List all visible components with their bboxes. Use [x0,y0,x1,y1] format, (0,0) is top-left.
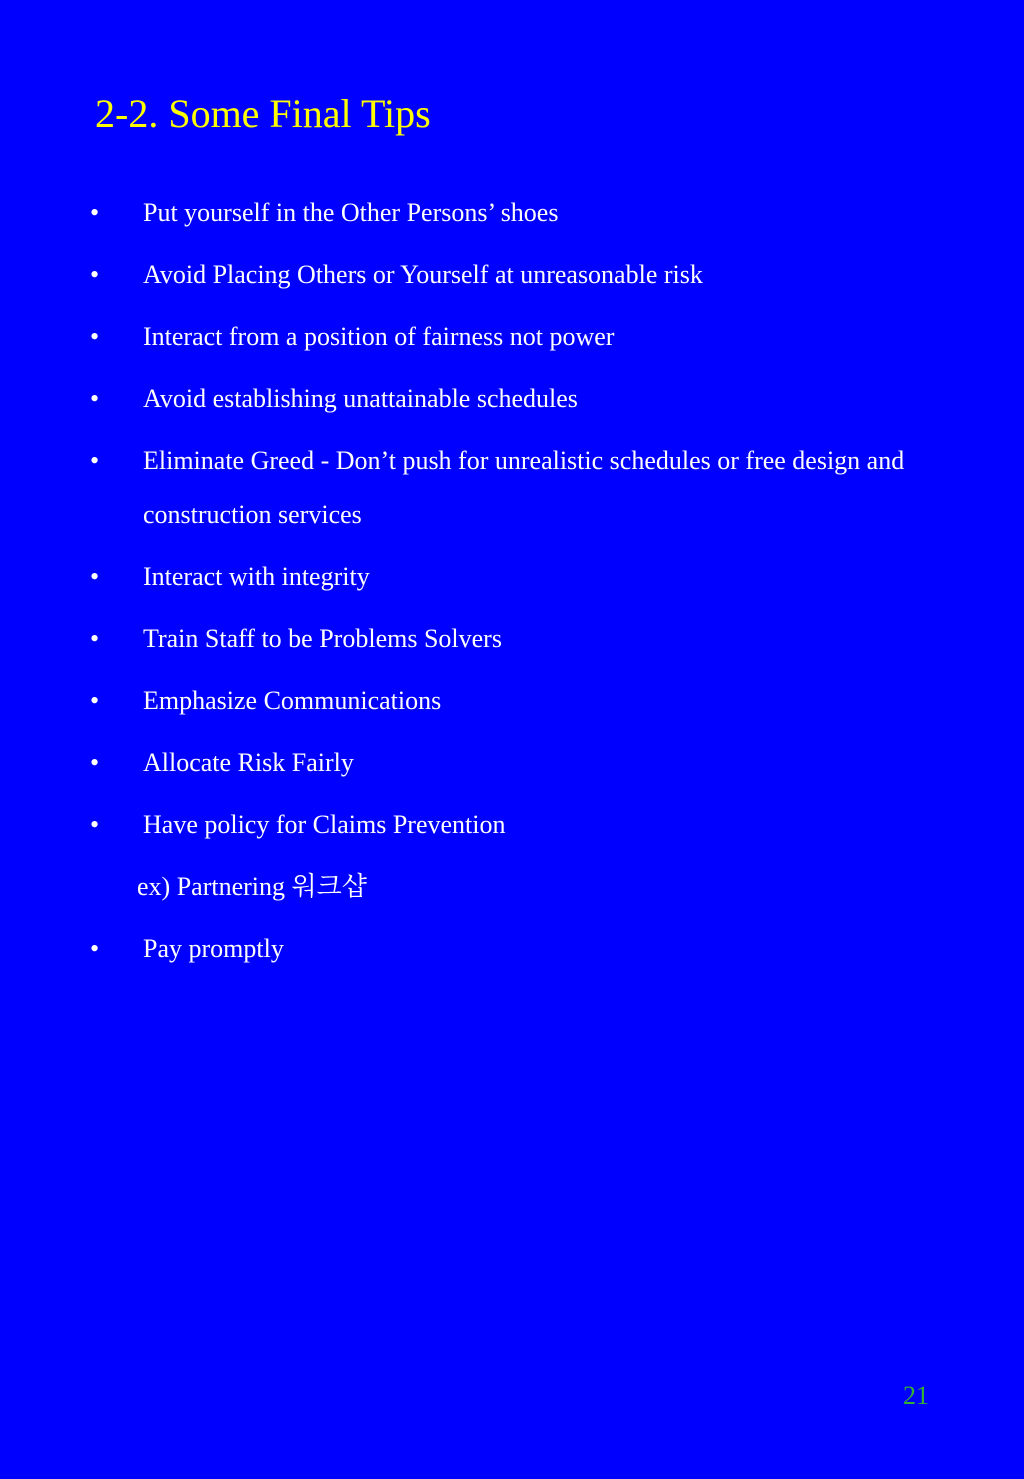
bullet-text: Train Staff to be Problems Solvers [143,624,502,653]
bullet-list [90,186,930,984]
bullet-text: Avoid Placing Others or Yourself at unreasonable risk [143,260,703,289]
bullet-item [90,434,930,542]
page-number: 21 [903,1381,929,1410]
bullet-text: Put yourself in the Other Persons’ shoes [143,198,559,227]
bullet-dot: • [90,934,100,963]
bullet-text: Eliminate Greed - Don’t push for unrealistic schedules or free design and construction services [143,446,905,529]
bullet-text: Interact with integrity [143,562,370,591]
bullet-item [90,674,930,728]
bullet-item [90,922,930,976]
bullet-text: Avoid establishing unattainable schedules [143,384,578,413]
bullet-text: Have policy for Claims Prevention [143,810,506,839]
bullet-dot: • [90,810,100,839]
bullet-item [90,612,930,666]
bullet-item [90,310,930,364]
bullet-dot: • [90,322,100,351]
bullet-text: Interact from a position of fairness not power [143,322,615,351]
slide-title: 2-2. Some Final Tips [95,91,431,136]
bullet-dot: • [90,446,100,475]
bullet-dot: • [90,562,100,591]
bullet-text: Allocate Risk Fairly [143,748,354,777]
bullet-dot: • [90,260,100,289]
bullet-item [90,736,930,790]
bullet-text: Pay promptly [143,934,284,963]
bullet-item [90,248,930,302]
bullet-text: Emphasize Communications [143,686,442,715]
bullet-item [90,372,930,426]
bullet-item [90,798,930,852]
bullet-dot: • [90,384,100,413]
bullet-dot: • [90,624,100,653]
bullet-item [90,186,930,240]
bullet-dot: • [90,686,100,715]
bullet-dot: • [90,198,100,227]
example-line: ex) Partnering 워크샵 [137,872,367,901]
bullet-dot: • [90,748,100,777]
bullet-item [90,550,930,604]
